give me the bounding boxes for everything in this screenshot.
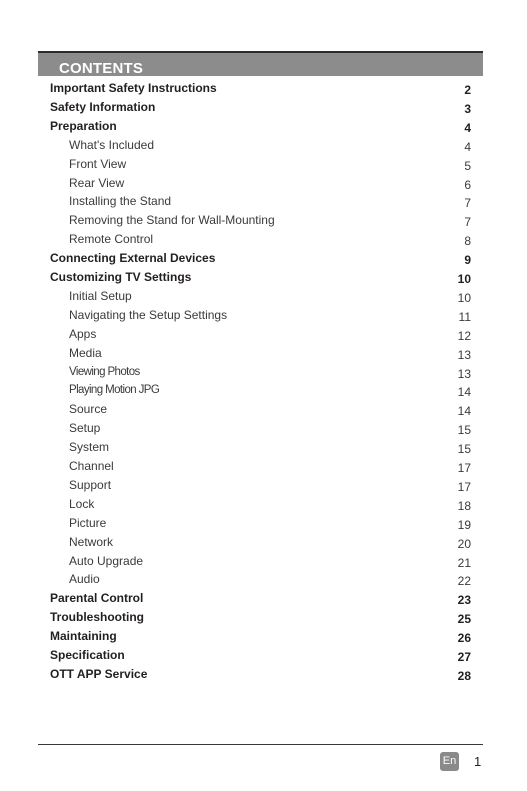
toc-entry-page: 14 <box>457 404 471 419</box>
toc-entry-page: 15 <box>457 423 471 438</box>
toc-entry[interactable] <box>0 117 527 136</box>
contents-header-bar <box>38 53 483 76</box>
toc-entry-page: 12 <box>457 328 471 343</box>
toc-entry-page: 4 <box>464 120 471 135</box>
toc-entry-label: OTT APP Service <box>50 666 148 681</box>
language-badge: En <box>440 752 459 771</box>
toc-entry-label: System <box>69 440 110 455</box>
toc-entry-label: Removing the Stand for Wall-Mounting <box>69 213 275 228</box>
toc-entry-page: 17 <box>457 479 471 494</box>
toc-entry-label: Apps <box>69 326 97 341</box>
toc-entry-label: Picture <box>69 515 107 530</box>
toc-entry-page: 15 <box>457 442 471 457</box>
toc-entry-label: Channel <box>69 459 114 473</box>
toc-entry-page: 7 <box>464 196 471 211</box>
toc-entry-label: Specification <box>50 648 125 662</box>
toc-entry-page: 10 <box>457 290 471 305</box>
toc-entry-label: What's Included <box>69 137 155 152</box>
toc-entry[interactable] <box>0 192 527 211</box>
toc-entry[interactable] <box>0 249 527 268</box>
toc-entry-page: 17 <box>457 461 471 475</box>
toc-entry-page: 10 <box>457 272 471 286</box>
toc-entry[interactable] <box>0 363 527 382</box>
toc-entry[interactable] <box>0 211 527 230</box>
toc-entry-label: Safety Information <box>50 99 156 114</box>
toc-entry[interactable] <box>0 627 527 646</box>
toc-entry[interactable] <box>0 287 527 306</box>
toc-entry-page: 3 <box>464 101 471 116</box>
toc-entry-label: Media <box>69 345 102 360</box>
toc-entry-page: 8 <box>464 234 471 249</box>
toc-entry[interactable] <box>0 381 527 400</box>
toc-entry[interactable] <box>0 665 527 684</box>
toc-entry-label: Support <box>69 477 112 492</box>
toc-entry-page: 25 <box>457 612 471 627</box>
toc-entry[interactable] <box>0 98 527 117</box>
toc-entry[interactable] <box>0 533 527 552</box>
toc-entry-label: Troubleshooting <box>50 610 144 625</box>
toc-entry[interactable] <box>0 400 527 419</box>
toc-entry-label: Parental Control <box>50 591 144 606</box>
toc-entry-page: 13 <box>457 347 471 362</box>
toc-entry-label: Audio <box>69 572 100 587</box>
toc-entry-label: Source <box>69 402 108 417</box>
page-number: 1 <box>474 754 482 769</box>
toc-entry[interactable] <box>0 268 527 287</box>
toc-entry[interactable] <box>0 570 527 589</box>
toc-entry-label: Maintaining <box>50 629 117 644</box>
toc-entry-page: 21 <box>457 555 471 570</box>
toc-entry[interactable] <box>0 608 527 627</box>
toc-entry-page: 18 <box>457 498 471 513</box>
toc-entry[interactable] <box>0 646 527 665</box>
toc-entry-label: Installing the Stand <box>69 194 172 209</box>
toc-entry-page: 27 <box>457 650 471 664</box>
toc-entry-page: 6 <box>464 177 471 192</box>
toc-entry[interactable] <box>0 155 527 174</box>
toc-entry-page: 13 <box>457 366 471 381</box>
contents-title: CONTENTS <box>59 60 144 77</box>
toc-entry[interactable] <box>0 589 527 608</box>
toc-entry-page: 28 <box>457 668 471 683</box>
toc-entry-page: 7 <box>464 215 471 230</box>
toc-entry-label: Remote Control <box>69 232 154 247</box>
toc-entry[interactable] <box>0 457 527 476</box>
toc-entry-label: Navigating the Setup Settings <box>69 307 228 322</box>
toc-entry[interactable] <box>0 344 527 363</box>
toc-entry-label: Auto Upgrade <box>69 553 144 568</box>
toc-entry-page: 5 <box>464 158 471 173</box>
toc-entry-label: Setup <box>69 421 101 436</box>
toc-entry-label: Preparation <box>50 118 117 133</box>
toc-entry-label: Playing Motion JPG <box>69 384 160 397</box>
toc-entry[interactable] <box>0 174 527 193</box>
toc-entry-page: 4 <box>464 139 471 154</box>
toc-entry-label: Important Safety Instructions <box>50 81 217 95</box>
toc-entry-label: Viewing Photos <box>69 365 140 378</box>
toc-entry[interactable] <box>0 514 527 533</box>
toc-entry-page: 22 <box>457 574 471 589</box>
toc-entry[interactable] <box>0 325 527 344</box>
toc-entry-label: Network <box>69 534 114 549</box>
toc-entry[interactable] <box>0 79 527 98</box>
toc-entry[interactable] <box>0 552 527 571</box>
toc-entry-label: Rear View <box>69 175 125 190</box>
toc-entry-page: 20 <box>457 536 471 551</box>
toc-entry-page: 11 <box>458 309 471 324</box>
toc-entry[interactable] <box>0 306 527 325</box>
toc-entry[interactable] <box>0 495 527 514</box>
toc-entry-label: Initial Setup <box>69 288 132 303</box>
toc-entry[interactable] <box>0 419 527 438</box>
toc-entry-page: 9 <box>464 253 471 268</box>
toc-entry[interactable] <box>0 230 527 249</box>
toc-entry-label: Lock <box>69 496 95 511</box>
toc-entry-label: Customizing TV Settings <box>50 270 192 284</box>
toc-entry-page: 26 <box>457 631 471 646</box>
bottom-rule <box>38 744 483 745</box>
toc-entry-label: Connecting External Devices <box>50 251 216 266</box>
toc-entry[interactable] <box>0 136 527 155</box>
toc-entry-page: 23 <box>457 593 471 608</box>
toc-entry-page: 2 <box>464 83 471 97</box>
toc-entry-page: 19 <box>457 517 471 532</box>
toc-entry-page: 14 <box>457 385 471 400</box>
toc-entry-label: Front View <box>69 156 127 171</box>
toc-entry[interactable] <box>0 476 527 495</box>
toc-entry[interactable] <box>0 438 527 457</box>
